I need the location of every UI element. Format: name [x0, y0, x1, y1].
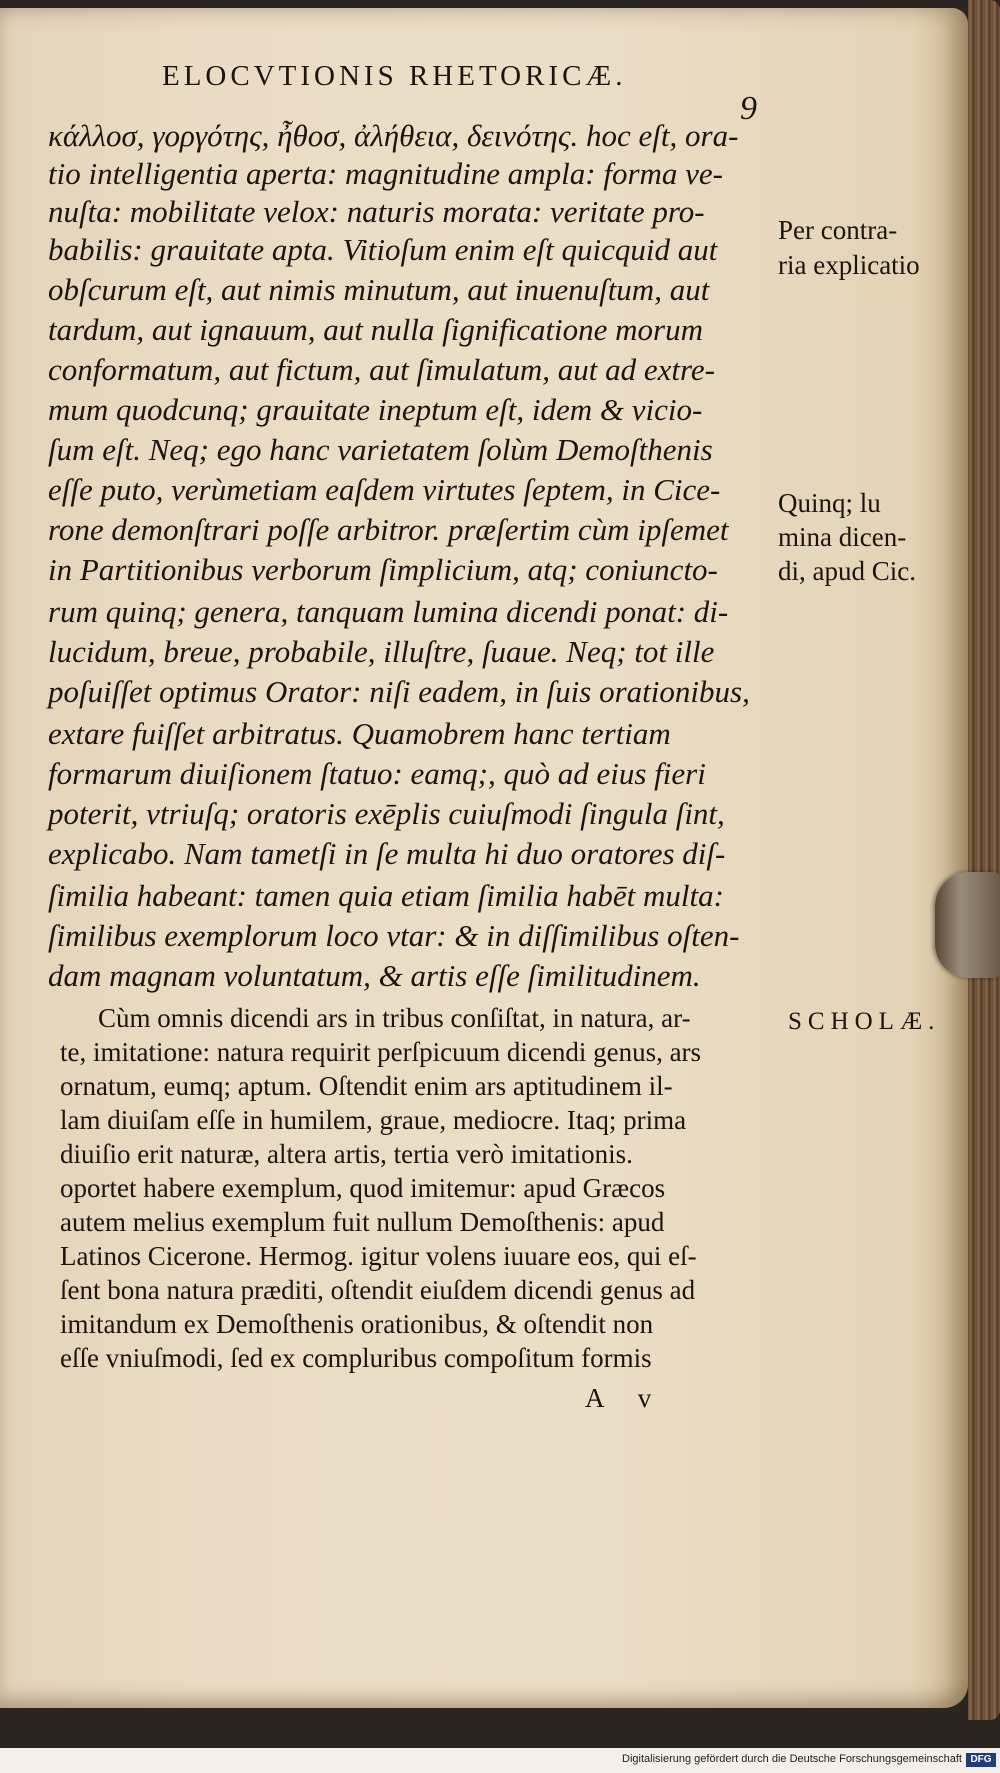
text-line: nuſta: mobilitate velox: naturis morata: veritate pro-: [48, 194, 705, 229]
text-line: tardum, aut ignauum, aut nulla ſignificatione morum: [48, 312, 704, 347]
text-line: tio intelligentia aperta: magnitudine ampla: forma ve-: [48, 156, 724, 191]
signature-mark: A v: [585, 1383, 666, 1413]
scholia-line: imitandum ex Demoſthenis orationibus, & oſtendit non: [60, 1309, 654, 1339]
text-line: dam magnam voluntatum, & artis eſſe ſimilitudinem.: [48, 958, 701, 993]
book-fore-edge: [968, 0, 1000, 1720]
margin-note-line: mina dicen-: [778, 522, 907, 552]
digitization-footer: [0, 1748, 1000, 1773]
scholia-line: lam diuiſam eſſe in humilem, graue, mediocre. Itaq; prima: [60, 1105, 687, 1135]
text-line: poterit, vtriuſq; oratoris exēplis cuiuſmodi ſingula ſint,: [48, 796, 725, 831]
scholia-line: oportet habere exemplum, quod imitemur: apud Græcos: [60, 1173, 666, 1203]
text-line: ſimilibus exemplorum loco vtar: & in diſſimilibus oſten-: [48, 918, 740, 953]
text-line: conformatum, aut fictum, aut ſimulatum, aut ad extre-: [48, 352, 715, 387]
margin-note-line: Per contra-: [778, 215, 898, 245]
text-line: in Partitionibus verborum ſimplicium, atq; coniuncto-: [48, 552, 718, 587]
text-line: babilis: grauitate apta. Vitioſum enim eſt quicquid aut: [48, 232, 718, 267]
text-line: eſſe puto, verùmetiam eaſdem virtutes ſeptem, in Cice-: [48, 472, 721, 507]
scholia-line: ornatum, eumq; aptum. Oſtendit enim ars aptitudinem il-: [60, 1071, 673, 1101]
text-line: rum quinq; genera, tanquam lumina dicendi ponat: di-: [48, 594, 729, 629]
scholia-line: Cùm omnis dicendi ars in tribus conſiſtat, in natura, ar-: [98, 1003, 691, 1033]
scholia-line: Latinos Cicerone. Hermog. igitur volens iuuare eos, qui eſ-: [60, 1241, 697, 1271]
scholia-line: eſſe vniuſmodi, ſed ex compluribus compoſitum formis: [60, 1343, 652, 1373]
text-line: mum quodcunq; grauitate ineptum eſt, idem & vicio-: [48, 392, 703, 427]
book-clasp: [935, 872, 1000, 978]
page-number: 9: [740, 90, 757, 127]
text-line: obſcurum eſt, aut nimis minutum, aut inuenuſtum, aut: [48, 272, 710, 307]
text-line: formarum diuiſionem ſtatuo: eamq;, quò ad eius fieri: [48, 756, 706, 791]
scholia-line: diuiſio erit naturæ, altera artis, tertia verò imitationis.: [60, 1139, 633, 1169]
dfg-logo-icon: DFG: [966, 1753, 996, 1767]
text-line: extare fuiſſet arbitratus. Quamobrem hanc tertiam: [48, 716, 671, 751]
scholae-heading: SCHOLÆ.: [788, 1008, 941, 1035]
text-line: explicabo. Nam tametſi in ſe multa hi duo oratores diſ-: [48, 836, 726, 871]
running-head: ELOCVTIONIS RHETORICÆ.: [162, 60, 627, 92]
text-line: ſum eſt. Neq; ego hanc varietatem ſolùm Demoſthenis: [48, 432, 713, 467]
text-line: ſimilia habeant: tamen quia etiam ſimilia habēt multa:: [48, 878, 724, 913]
text-line: κάλλοσ, γοργότης, ἦθοσ, ἀλήθεια, δεινότης. hoc eſt, ora-: [48, 118, 739, 153]
scholia-line: te, imitatione: natura requirit perſpicuum dicendi genus, ars: [60, 1037, 702, 1067]
text-line: poſuiſſet optimus Orator: niſi eadem, in ſuis orationibus,: [48, 674, 750, 709]
margin-note-line: Quinq; lu: [778, 488, 881, 518]
text-line: rone demonſtrari poſſe arbitror. præſertim cùm ipſemet: [48, 512, 729, 547]
margin-note-line: ria explicatio: [778, 250, 920, 280]
margin-note-line: di, apud Cic.: [778, 556, 916, 586]
scholia-line: autem melius exemplum fuit nullum Demoſthenis: apud: [60, 1207, 665, 1237]
scholia-line: ſent bona natura præditi, oſtendit eiuſdem dicendi genus ad: [60, 1275, 696, 1305]
footer-credit: Digitalisierung gefördert durch die Deutsche Forschungsgemeinschaft: [622, 1753, 962, 1765]
text-line: lucidum, breue, probabile, illuſtre, ſuaue. Neq; tot ille: [48, 634, 715, 669]
